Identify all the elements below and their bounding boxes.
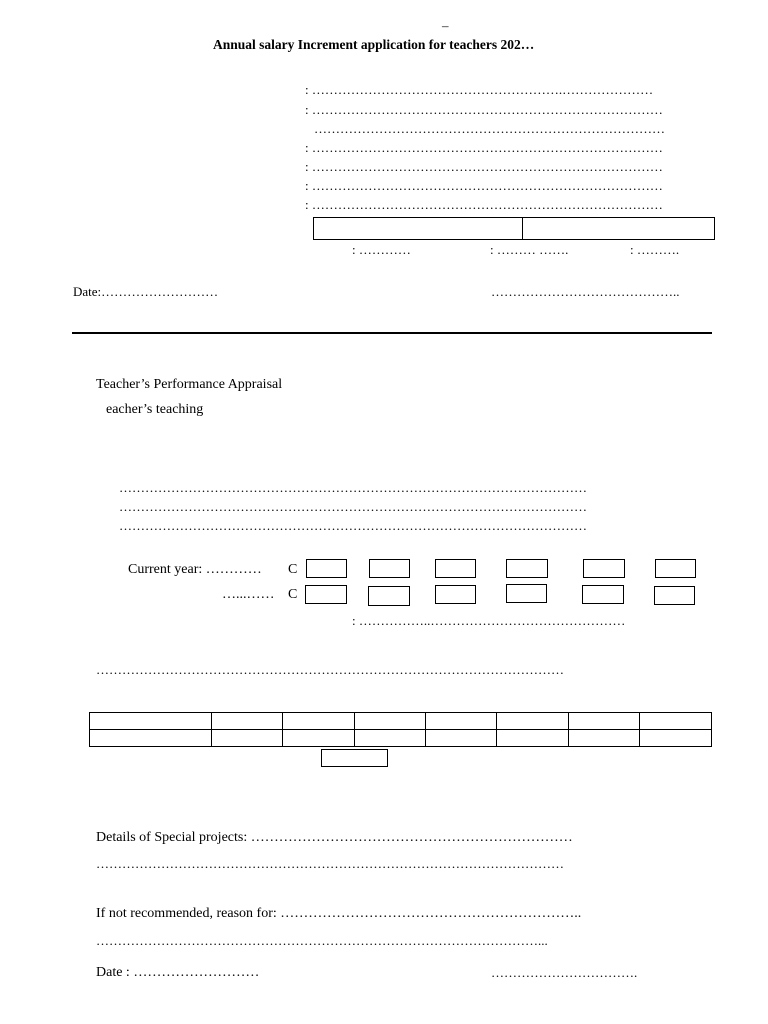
special-projects-line-2[interactable]: ……………………………………………………………………………………………… bbox=[96, 856, 564, 871]
current-year-box-3[interactable] bbox=[435, 559, 476, 578]
applicant-field-7[interactable]: : ……………………………………………………………………… bbox=[305, 197, 663, 212]
table-cell[interactable] bbox=[355, 713, 426, 730]
table-cell[interactable] bbox=[569, 713, 640, 730]
appraisal-long-line[interactable]: ……………………………………………………………………………………………… bbox=[96, 662, 564, 677]
current-year-box-1[interactable] bbox=[306, 559, 347, 578]
table-row bbox=[90, 730, 712, 747]
special-projects-field[interactable]: Details of Special projects: …………………………………………………………… bbox=[96, 830, 573, 845]
table-cell[interactable] bbox=[426, 713, 497, 730]
applicant-field-2[interactable]: : ……………………………………………………………………… bbox=[305, 102, 663, 117]
table-cell[interactable] bbox=[90, 730, 212, 747]
table-cell[interactable] bbox=[640, 713, 712, 730]
applicant-field-1[interactable]: : ………………………………………………….………………… bbox=[305, 82, 654, 97]
appraisal-table bbox=[89, 712, 712, 747]
appraisal-subheading: eacher’s teaching bbox=[106, 402, 204, 417]
current-year-box-4[interactable] bbox=[506, 559, 548, 578]
current-year-label: Current year: ………… bbox=[128, 562, 262, 577]
small-field-3[interactable]: : ………. bbox=[630, 242, 680, 257]
table-row bbox=[90, 713, 712, 730]
prev-year-box-1[interactable] bbox=[305, 585, 347, 604]
current-year-box-5[interactable] bbox=[583, 559, 625, 578]
not-recommended-line-2[interactable]: …………………………………………………………………………………………... bbox=[96, 933, 548, 948]
prev-year-box-2[interactable] bbox=[368, 586, 410, 606]
prev-year-box-4[interactable] bbox=[506, 584, 547, 603]
header-dash: – bbox=[442, 18, 449, 33]
current-year-box-2[interactable] bbox=[369, 559, 410, 578]
table-cell[interactable] bbox=[212, 730, 283, 747]
comment-line-1[interactable]: ……………………………………………………………………………………………… bbox=[119, 480, 587, 495]
table-cell[interactable] bbox=[212, 713, 283, 730]
prev-year-box-3[interactable] bbox=[435, 585, 476, 604]
prev-year-label: …...…… bbox=[222, 587, 275, 602]
applicant-signature[interactable]: …………………………………….. bbox=[491, 284, 680, 299]
table-cell[interactable] bbox=[497, 713, 569, 730]
applicant-field-5[interactable]: : ……………………………………………………………………… bbox=[305, 159, 663, 174]
table-cell[interactable] bbox=[640, 730, 712, 747]
comment-line-3[interactable]: ……………………………………………………………………………………………… bbox=[119, 518, 587, 533]
form-title: Annual salary Increment application for teachers 202… bbox=[213, 37, 535, 52]
applicant-field-4[interactable]: : ……………………………………………………………………… bbox=[305, 140, 663, 155]
table-cell[interactable] bbox=[569, 730, 640, 747]
applicant-field-6[interactable]: : ……………………………………………………………………… bbox=[305, 178, 663, 193]
prev-year-box-5[interactable] bbox=[582, 585, 624, 604]
applicant-date[interactable]: Date:……………………… bbox=[73, 284, 219, 299]
small-field-2[interactable]: : ……… ……. bbox=[490, 242, 569, 257]
small-field-1[interactable]: : ………… bbox=[352, 242, 411, 257]
table-cell[interactable] bbox=[283, 713, 355, 730]
applicant-field-3[interactable]: ……………………………………………………………………… bbox=[314, 121, 665, 136]
table-cell[interactable] bbox=[283, 730, 355, 747]
prev-year-box-6[interactable] bbox=[654, 586, 695, 605]
prev-year-c: C bbox=[288, 587, 298, 602]
comment-line-2[interactable]: ……………………………………………………………………………………………… bbox=[119, 499, 587, 514]
table-cell[interactable] bbox=[90, 713, 212, 730]
current-year-c: C bbox=[288, 562, 298, 577]
table-cell[interactable] bbox=[355, 730, 426, 747]
total-box[interactable] bbox=[321, 749, 388, 767]
info-box-right[interactable] bbox=[522, 217, 715, 240]
not-recommended-field[interactable]: If not recommended, reason for: ……………………………………………………….. bbox=[96, 906, 582, 921]
table-cell[interactable] bbox=[426, 730, 497, 747]
footer-date[interactable]: Date : ……………………… bbox=[96, 965, 260, 980]
footer-signature[interactable]: ……………………………. bbox=[491, 965, 638, 980]
info-box-left[interactable] bbox=[313, 217, 523, 240]
current-year-box-6[interactable] bbox=[655, 559, 696, 578]
appraisal-remarks[interactable]: : ……………..……………………………………… bbox=[352, 613, 626, 628]
section-divider bbox=[72, 332, 712, 334]
appraisal-heading: Teacher’s Performance Appraisal bbox=[96, 377, 283, 392]
table-cell[interactable] bbox=[497, 730, 569, 747]
